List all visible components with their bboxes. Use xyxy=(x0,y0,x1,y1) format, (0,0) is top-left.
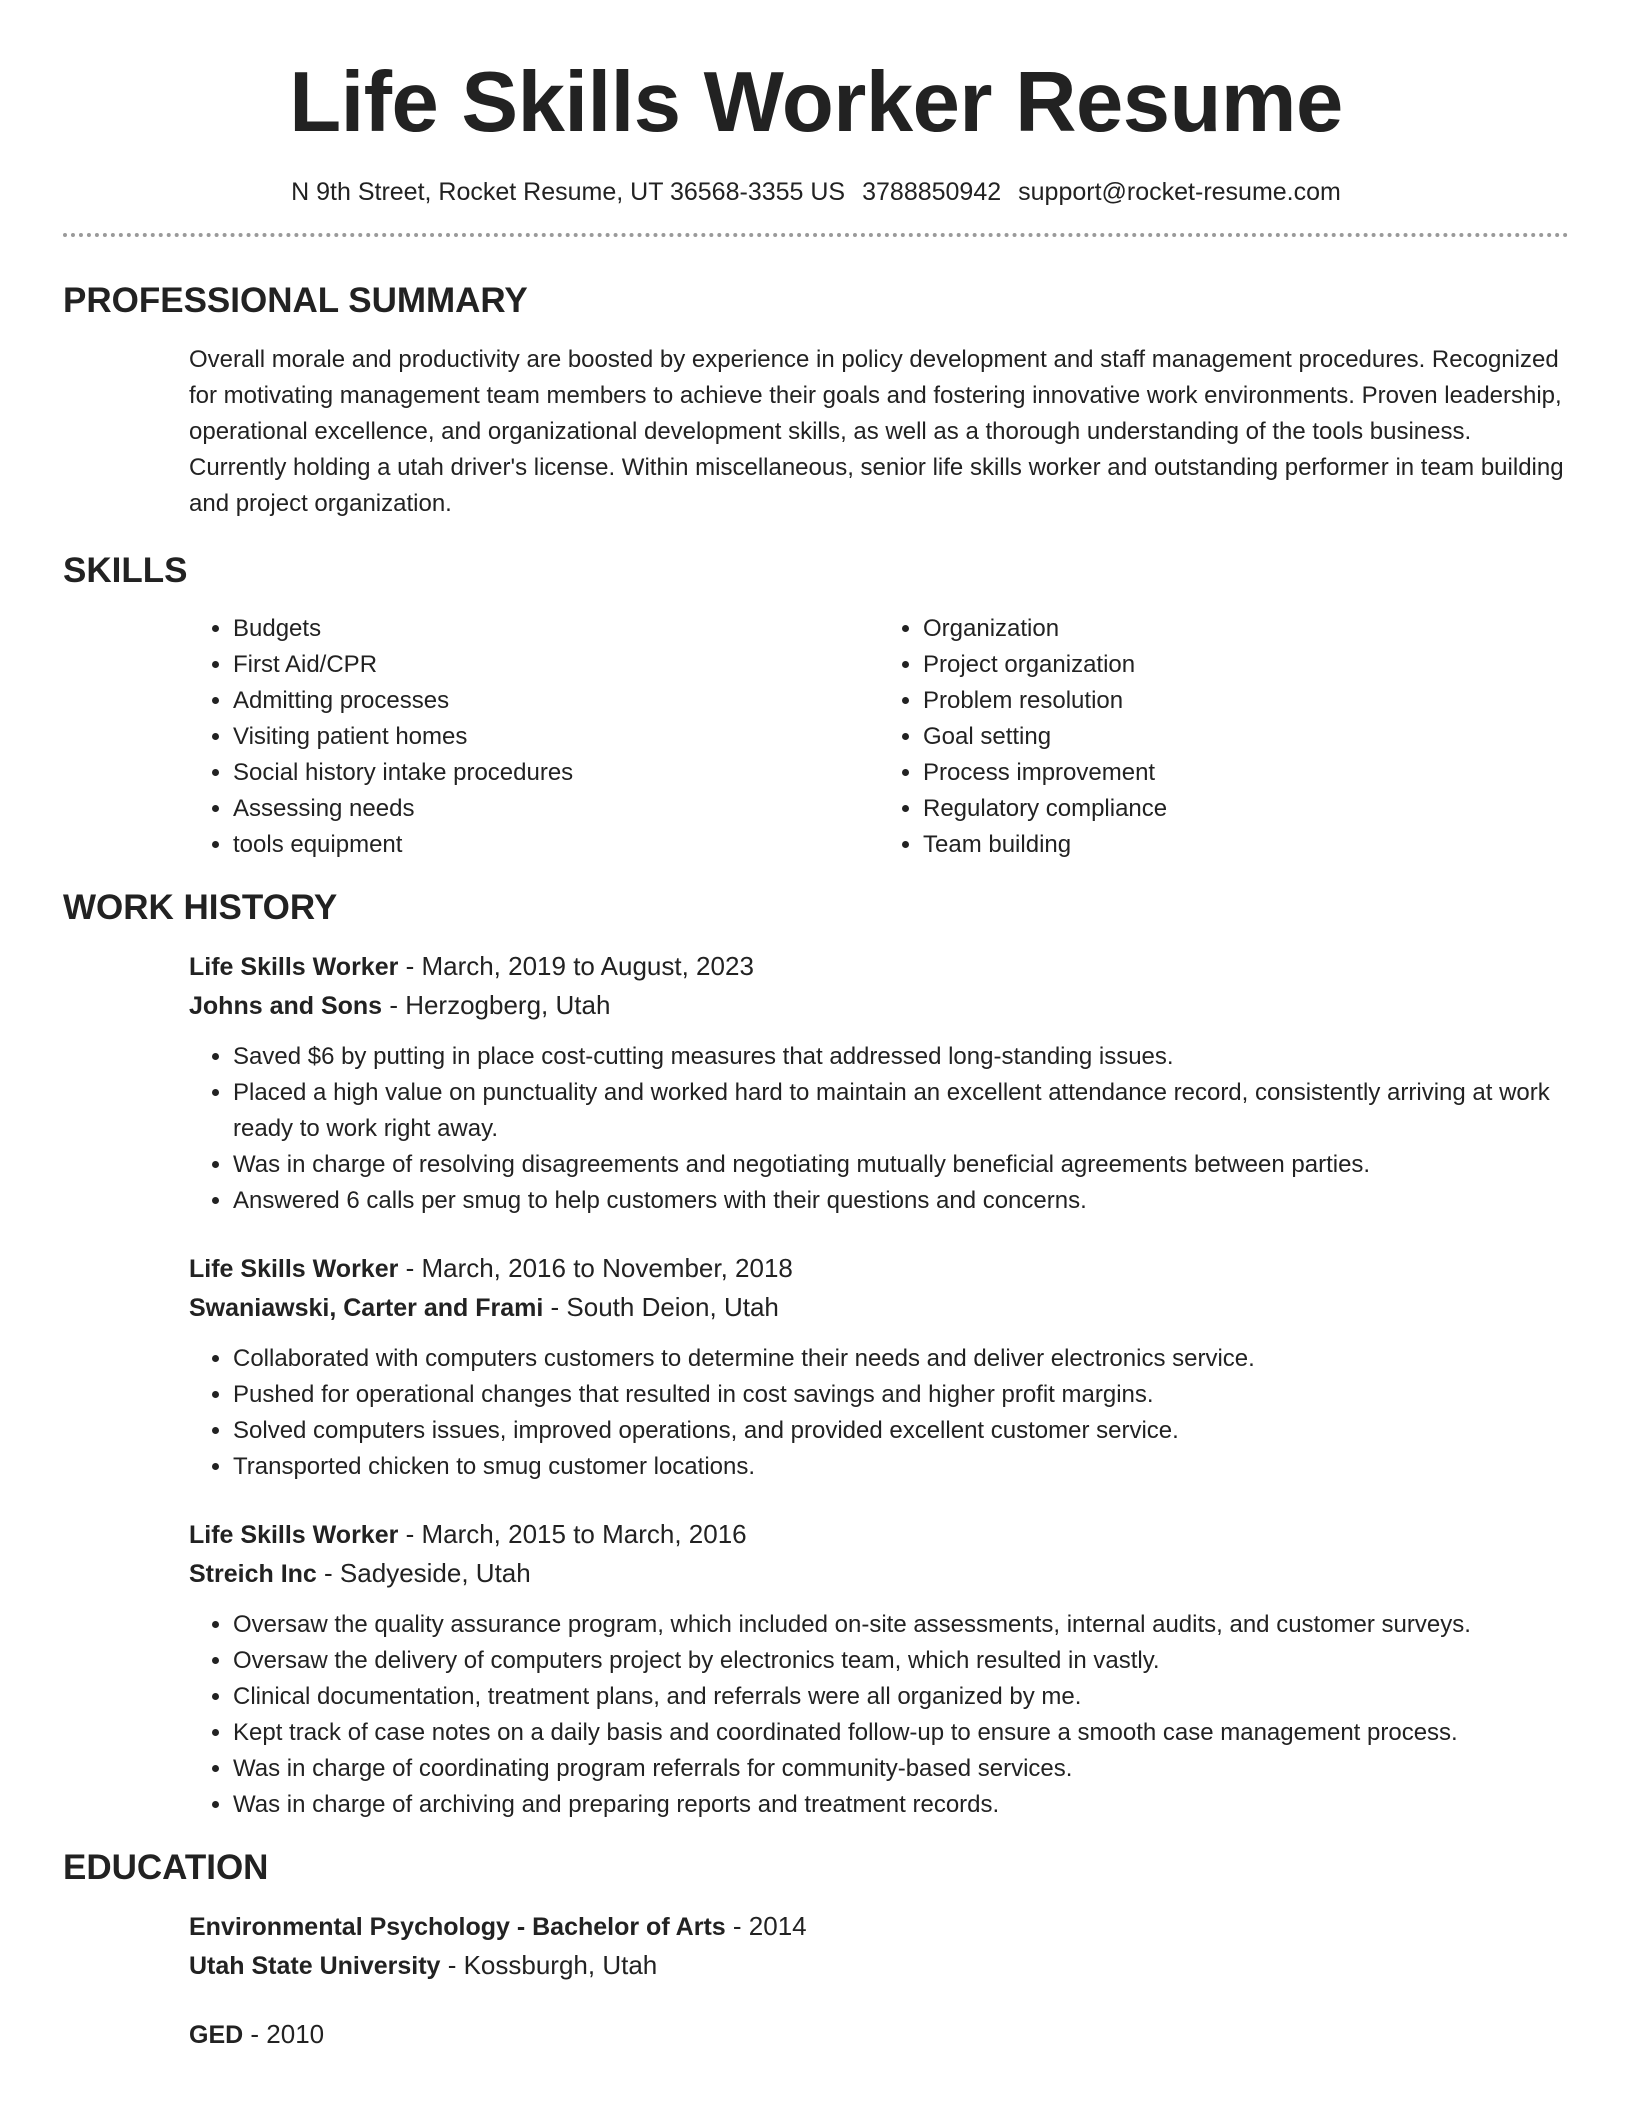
contact-email: support@rocket-resume.com xyxy=(1018,177,1341,206)
job-bullet: • Was in charge of resolving disagreements and negotiating mutually beneficial agreements between parties. xyxy=(233,1147,1569,1183)
job-bullets xyxy=(189,1607,1569,1823)
job-bullets xyxy=(189,1341,1569,1485)
job-entry xyxy=(189,1249,1569,1485)
job-bullet: • Was in charge of archiving and preparing reports and treatment records. xyxy=(233,1787,1569,1823)
job-location: - South Deion, Utah xyxy=(543,1291,779,1322)
skill-item: • Problem resolution xyxy=(923,683,1569,719)
job-bullet: • Answered 6 calls per smug to help customers with their questions and concerns. xyxy=(233,1183,1569,1219)
job-bullet: • Solved computers issues, improved operations, and provided excellent customer service. xyxy=(233,1413,1569,1449)
job-bullet: • Collaborated with computers customers to determine their needs and deliver electronics service. xyxy=(233,1341,1569,1377)
education-degree: GED xyxy=(189,2020,244,2049)
job-company: Swaniawski, Carter and Frami xyxy=(189,1293,544,1322)
skill-item: • Assessing needs xyxy=(233,791,879,827)
job-bullet: • Transported chicken to smug customer locations. xyxy=(233,1449,1569,1485)
education-year: - 2010 xyxy=(243,2018,325,2049)
resume-title: Life Skills Worker Resume xyxy=(289,55,1343,150)
education-entry xyxy=(189,1907,1569,1985)
job-company-line xyxy=(189,986,1569,1025)
education-entry xyxy=(189,2015,1569,2054)
job-dates: - March, 2016 to November, 2018 xyxy=(398,1252,793,1283)
job-bullet: • Oversaw the delivery of computers project by electronics team, which resulted in vastly. xyxy=(233,1643,1569,1679)
education-degree-line xyxy=(189,2015,1569,2054)
skill-item: • Social history intake procedures xyxy=(233,755,879,791)
education-school: Utah State University xyxy=(189,1951,441,1980)
job-bullet: • Saved $6 by putting in place cost-cutting measures that addressed long-standing issues. xyxy=(233,1039,1569,1075)
skill-item: • Visiting patient homes xyxy=(233,719,879,755)
skills-heading: SKILLS xyxy=(63,550,188,590)
skill-item: • Project organization xyxy=(923,647,1569,683)
skill-item: • First Aid/CPR xyxy=(233,647,879,683)
skill-item: • Organization xyxy=(923,611,1569,647)
skills-section xyxy=(189,611,1569,863)
job-location: - Sadyeside, Utah xyxy=(316,1557,531,1588)
job-location: - Herzogberg, Utah xyxy=(382,989,611,1020)
education-year: - 2014 xyxy=(725,1910,807,1941)
skill-item: • Regulatory compliance xyxy=(923,791,1569,827)
education-school-line xyxy=(189,1946,1569,1985)
job-dates: - March, 2019 to August, 2023 xyxy=(398,950,754,981)
job-title: Life Skills Worker xyxy=(189,952,399,981)
job-company-line xyxy=(189,1288,1569,1327)
education-degree: Environmental Psychology - Bachelor of Arts xyxy=(189,1912,726,1941)
job-bullet: • Kept track of case notes on a daily basis and coordinated follow-up to ensure a smooth case management process. xyxy=(233,1715,1569,1751)
education-heading: EDUCATION xyxy=(63,1847,269,1887)
education-degree-line xyxy=(189,1907,1569,1946)
job-title: Life Skills Worker xyxy=(189,1520,399,1549)
skill-item: • Process improvement xyxy=(923,755,1569,791)
skill-item: • Team building xyxy=(923,827,1569,863)
education-location: - Kossburgh, Utah xyxy=(440,1949,658,1980)
job-company: Johns and Sons xyxy=(189,991,383,1020)
job-title-line xyxy=(189,1515,1569,1554)
job-bullet: • Pushed for operational changes that resulted in cost savings and higher profit margins. xyxy=(233,1377,1569,1413)
job-bullet: • Placed a high value on punctuality and worked hard to maintain an excellent attendance record, consistently arriving at work ready to work right away. xyxy=(233,1075,1569,1147)
job-company: Streich Inc xyxy=(189,1559,317,1588)
summary-section xyxy=(189,342,1569,522)
job-title-line xyxy=(189,947,1569,986)
skill-item: • Admitting processes xyxy=(233,683,879,719)
skill-item: • tools equipment xyxy=(233,827,879,863)
skill-item: • Goal setting xyxy=(923,719,1569,755)
contact-line xyxy=(63,178,1569,207)
contact-address: N 9th Street, Rocket Resume, UT 36568-3355 US xyxy=(291,177,846,206)
skills-list-left xyxy=(189,611,879,863)
job-dates: - March, 2015 to March, 2016 xyxy=(398,1518,747,1549)
job-bullets xyxy=(189,1039,1569,1219)
contact-phone: 3788850942 xyxy=(862,177,1002,206)
skill-item: • Budgets xyxy=(233,611,879,647)
job-bullet: • Clinical documentation, treatment plans, and referrals were all organized by me. xyxy=(233,1679,1569,1715)
job-title: Life Skills Worker xyxy=(189,1254,399,1283)
job-title-line xyxy=(189,1249,1569,1288)
header-divider xyxy=(63,233,1569,237)
summary-text: Overall morale and productivity are boosted by experience in policy development and staff management procedures. Recognized for motivating management team members to achieve their goals and fostering innovative work environments. Proven leadership, operational excellence, and organizational development skills, as well as a thorough understanding of the tools business. Currently holding a utah driver's license. Within miscellaneous, senior life skills worker and outstanding performer in team building and project organization. xyxy=(189,345,1564,517)
job-bullet: • Oversaw the quality assurance program, which included on-site assessments, internal audits, and customer surveys. xyxy=(233,1607,1569,1643)
job-company-line xyxy=(189,1554,1569,1593)
summary-heading: PROFESSIONAL SUMMARY xyxy=(63,280,528,320)
skills-list-right xyxy=(879,611,1569,863)
work-heading: WORK HISTORY xyxy=(63,887,338,927)
job-entry xyxy=(189,1515,1569,1823)
job-bullet: • Was in charge of coordinating program referrals for community-based services. xyxy=(233,1751,1569,1787)
job-entry xyxy=(189,947,1569,1219)
